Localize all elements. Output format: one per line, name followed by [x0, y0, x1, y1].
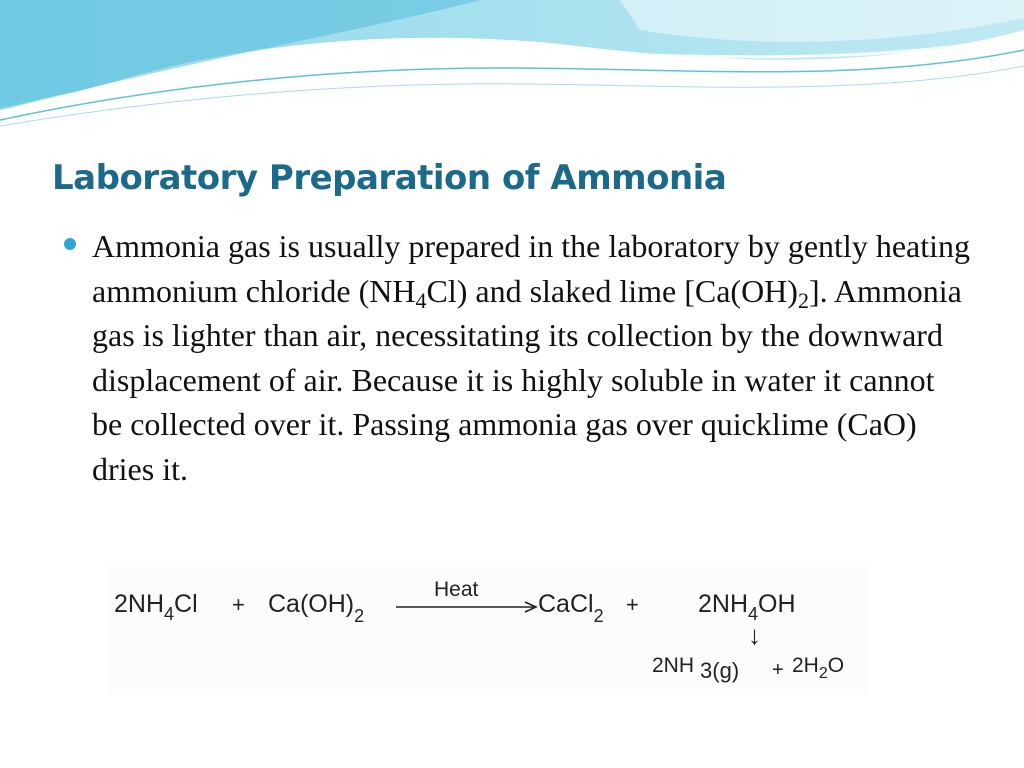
down-arrow-icon: ↓	[748, 620, 761, 650]
bullet-icon	[64, 238, 76, 250]
subscript-4: 4	[415, 287, 427, 313]
product-calcium-chloride: CaCl$_2$	[538, 590, 604, 626]
plus-sign: +	[772, 659, 784, 681]
body-text-part-3: ]. Ammonia gas is lighter than air, necessitating its collection by the downward displacement of air. Because it is highly soluble in water it cannot be collected over it. Passing ammonia gas over quicklime (CaO) dries it.	[92, 272, 962, 487]
reactant-ammonium-chloride: $2NH_4Cl$	[114, 590, 198, 624]
arrow-label-heat: Heat	[434, 578, 479, 601]
reactant-slaked-lime: $Ca(OH)_2$	[268, 590, 365, 626]
product-water: $2H_2O$	[792, 654, 845, 682]
product-ammonia-gas: 2NH 3(g)	[652, 654, 740, 683]
reaction-equation	[108, 566, 868, 694]
body-text-part-2: Cl) and slaked lime [Ca(OH)	[426, 272, 798, 309]
plus-sign: +	[626, 592, 639, 617]
bullet-paragraph	[92, 224, 972, 492]
plus-sign: +	[232, 592, 245, 617]
slide-title: Laboratory Preparation of Ammonia	[52, 158, 727, 198]
subscript-2: 2	[797, 287, 809, 313]
product-ammonium-hydroxide: $2NH_4OH$	[698, 590, 796, 624]
header-wave-decoration	[0, 0, 1024, 130]
reaction-arrow	[396, 602, 536, 612]
body-text-part-1: Ammonia gas is usually prepared in the laboratory by gently heating ammonium chloride (NH	[92, 228, 970, 309]
